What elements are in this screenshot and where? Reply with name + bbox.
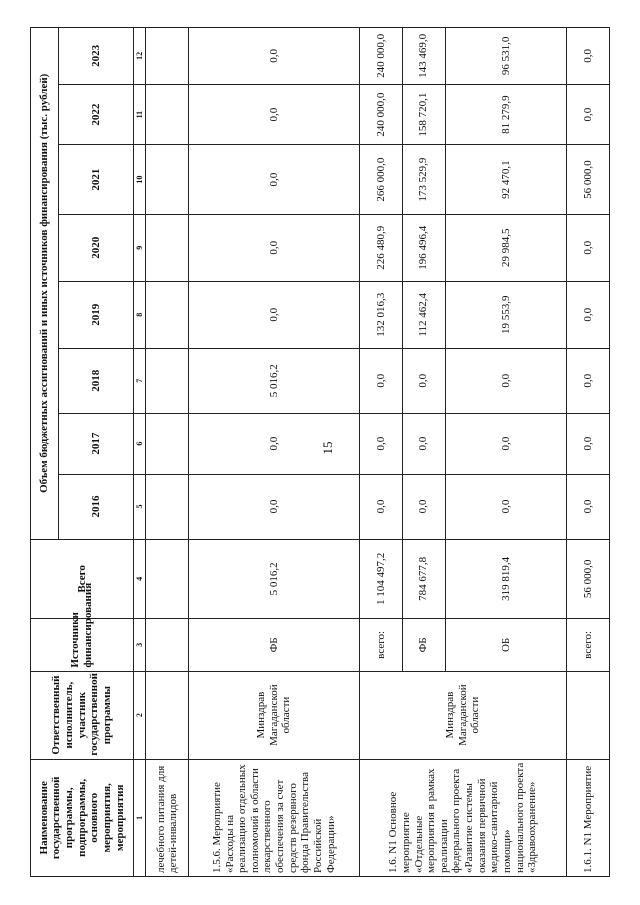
- value-2018: 5 016,2: [189, 348, 360, 413]
- value-2018: 0,0: [567, 348, 610, 413]
- value-2021: 0,0: [189, 145, 360, 214]
- cell: [146, 413, 189, 474]
- value-2023: 0,0: [189, 28, 360, 85]
- value-2022: 0,0: [189, 84, 360, 145]
- value-2018: 0,0: [360, 348, 403, 413]
- row-source: ОБ: [445, 619, 567, 671]
- cell: [146, 619, 189, 671]
- header-year: 2017: [59, 413, 134, 474]
- table-row: [146, 28, 189, 877]
- value-2018: 0,0: [402, 348, 445, 413]
- col-number: 3: [133, 619, 145, 671]
- row-source: ФБ: [189, 619, 360, 671]
- col-number: 9: [133, 214, 145, 281]
- value-2019: 0,0: [567, 281, 610, 348]
- page-number: 15: [320, 441, 335, 455]
- row-name: 1.5.6. Мероприятие «Расходы на реализацию отдельных полномочий в области лекарственного обеспечения за счет средств резервного фонда Правительства Российской Федерации»: [189, 759, 360, 876]
- cell: [146, 474, 189, 539]
- row-executor: Минздрав Магаданской области: [189, 671, 360, 759]
- value-2020: 226 480,9: [360, 214, 403, 281]
- value-2017: 0,0: [567, 413, 610, 474]
- col-number: 12: [133, 28, 145, 85]
- value-2017: 0,0: [402, 413, 445, 474]
- value-2021: 56 000,0: [567, 145, 610, 214]
- value-2023: 96 531,0: [445, 28, 567, 85]
- value-2016: 0,0: [189, 474, 360, 539]
- value-2016: 0,0: [567, 474, 610, 539]
- value-2022: 158 720,1: [402, 84, 445, 145]
- table-row: [189, 28, 360, 877]
- cell: [146, 539, 189, 619]
- cell: [146, 145, 189, 214]
- col-number: 10: [133, 145, 145, 214]
- value-2023: 240 000,0: [360, 28, 403, 85]
- row-source: всего:: [360, 619, 403, 671]
- header-year: 2020: [59, 214, 134, 281]
- value-2021: 92 470,1: [445, 145, 567, 214]
- header-year: 2022: [59, 84, 134, 145]
- value-2017: 0,0: [445, 413, 567, 474]
- cell: [146, 348, 189, 413]
- col-number: 5: [133, 474, 145, 539]
- value-total: 784 677,8: [402, 539, 445, 619]
- value-2020: 196 496,4: [402, 214, 445, 281]
- header-row-1: [31, 28, 59, 877]
- value-2016: 0,0: [402, 474, 445, 539]
- value-2023: 143 469,0: [402, 28, 445, 85]
- cell: [146, 214, 189, 281]
- col-number: 4: [133, 539, 145, 619]
- header-year: 2018: [59, 348, 134, 413]
- header-volume: Объем бюджетных ассигнований и иных источников финансирования (тыс. рублей): [31, 28, 59, 540]
- col-number: 1: [133, 759, 145, 876]
- table-row: [360, 28, 403, 877]
- value-2019: 0,0: [189, 281, 360, 348]
- value-2019: 19 553,9: [445, 281, 567, 348]
- row-name: 1.6.1. N1 Мероприятие: [567, 759, 610, 876]
- value-2018: 0,0: [445, 348, 567, 413]
- header-year: 2021: [59, 145, 134, 214]
- row-executor: Минздрав Магаданской области: [360, 671, 567, 759]
- row-name: лечебного питания для детей-инвалидов: [146, 759, 189, 876]
- row-source: ФБ: [402, 619, 445, 671]
- value-2019: 132 016,3: [360, 281, 403, 348]
- col-number: 8: [133, 281, 145, 348]
- cell: [567, 671, 610, 759]
- value-2021: 173 529,9: [402, 145, 445, 214]
- value-2017: 0,0: [189, 413, 360, 474]
- cell: [146, 671, 189, 759]
- table-row: [567, 28, 610, 877]
- header-year: 2016: [59, 474, 134, 539]
- value-total: 319 819,4: [445, 539, 567, 619]
- cell: [146, 281, 189, 348]
- rotated-table-wrapper: [30, 27, 610, 877]
- header-year: 2019: [59, 281, 134, 348]
- header-executor: Ответственный исполнитель, участник государственной программы: [31, 671, 134, 759]
- col-number: 7: [133, 348, 145, 413]
- cell: [146, 84, 189, 145]
- value-2022: 81 279,9: [445, 84, 567, 145]
- value-2016: 0,0: [360, 474, 403, 539]
- value-total: 5 016,2: [189, 539, 360, 619]
- col-number: 2: [133, 671, 145, 759]
- header-source: Источники финансирования: [31, 619, 134, 671]
- value-2017: 0,0: [360, 413, 403, 474]
- row-source: всего:: [567, 619, 610, 671]
- column-number-row: [133, 28, 145, 877]
- budget-table: [30, 27, 610, 877]
- row-name: 1.6. N1 Основное мероприятие «Отдельные мероприятия в рамках реализации федерального проекта «Развитие системы оказания первичной медико-санитарной помощи» национального проекта «Здравоохранение»: [360, 759, 567, 876]
- value-2019: 112 462,4: [402, 281, 445, 348]
- header-name: Наименование государственной программы, подпрограммы, основного мероприятия, мероприятия: [31, 759, 134, 876]
- value-2020: 0,0: [567, 214, 610, 281]
- value-2020: 0,0: [189, 214, 360, 281]
- header-total: Всего: [31, 539, 134, 619]
- value-2021: 266 000,0: [360, 145, 403, 214]
- cell: [146, 28, 189, 85]
- value-total: 1 104 497,2: [360, 539, 403, 619]
- header-year: 2023: [59, 28, 134, 85]
- value-2022: 0,0: [567, 84, 610, 145]
- col-number: 11: [133, 84, 145, 145]
- value-2020: 29 984,5: [445, 214, 567, 281]
- value-total: 56 000,0: [567, 539, 610, 619]
- value-2023: 0,0: [567, 28, 610, 85]
- col-number: 6: [133, 413, 145, 474]
- value-2022: 240 000,0: [360, 84, 403, 145]
- value-2016: 0,0: [445, 474, 567, 539]
